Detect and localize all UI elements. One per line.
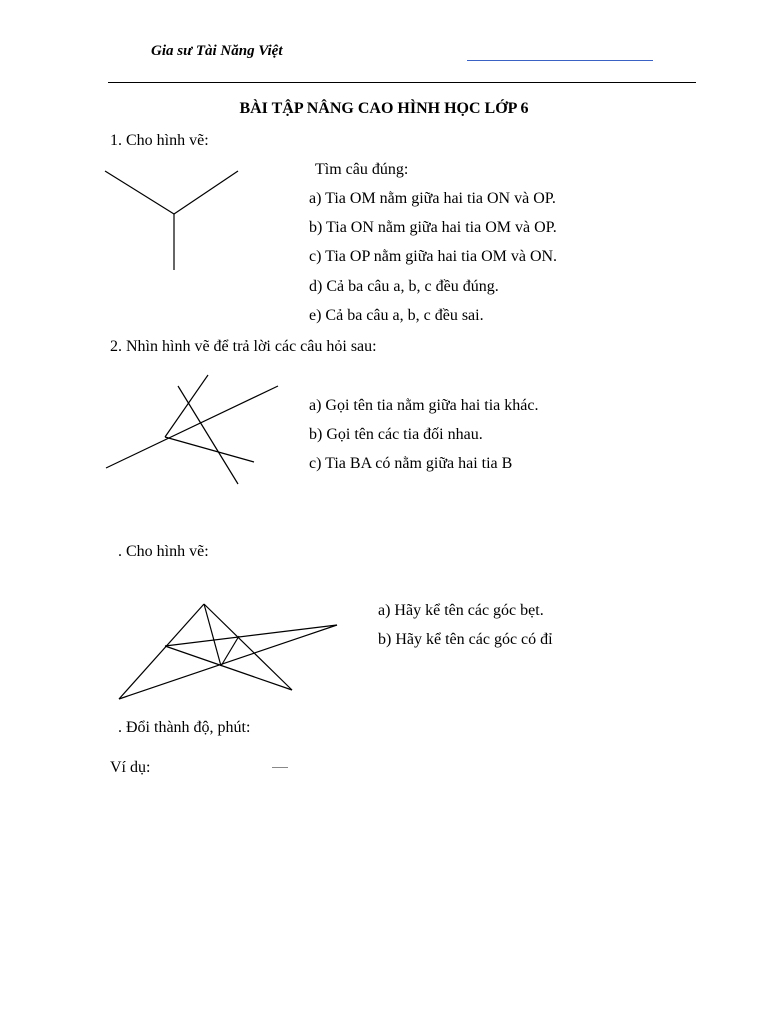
- problem1-option-a: a) Tia OM nằm giữa hai tia ON và OP.: [309, 190, 556, 207]
- problem1-option-b: b) Tia ON nằm giữa hai tia OM và OP.: [309, 219, 557, 236]
- problem3-side-right: [204, 604, 292, 690]
- problem3-line-mid-a: [204, 604, 221, 666]
- problem3-question-a: a) Hãy kể tên các góc bẹt.: [378, 602, 544, 619]
- problem1-prompt: Tìm câu đúng:: [315, 161, 409, 178]
- problem1-option-e: e) Cả ba câu a, b, c đều sai.: [309, 307, 484, 324]
- problem1-option-c: c) Tia OP nằm giữa hai tia OM và ON.: [309, 248, 558, 265]
- problem4-example-label: Ví dụ:: [110, 759, 151, 776]
- problem1-option-d: d) Cả ba câu a, b, c đều đúng.: [309, 278, 499, 295]
- example-dash: [272, 767, 288, 768]
- header-brand: Gia sư Tài Năng Việt: [151, 43, 283, 59]
- problem2-question-b: b) Gọi tên các tia đối nhau.: [309, 426, 483, 443]
- problem2-question-a: a) Gọi tên tia nằm giữa hai tia khác.: [309, 397, 539, 414]
- problem3-heading: . Cho hình vẽ:: [118, 543, 209, 560]
- problem3-question-b: b) Hãy kể tên các góc có đỉ: [378, 631, 553, 648]
- problem2-heading: 2. Nhìn hình vẽ để trả lời các câu hỏi sau:: [110, 338, 377, 355]
- problem1-heading: 1. Cho hình vẽ:: [110, 132, 209, 149]
- problem2-question-c: c) Tia BA có nằm giữa hai tia B: [309, 455, 513, 472]
- page-title: BÀI TẬP NÂNG CAO HÌNH HỌC LỚP 6: [239, 100, 529, 117]
- problem4-heading: . Đổi thành độ, phút:: [118, 719, 251, 736]
- problem3-line-upper: [165, 625, 337, 646]
